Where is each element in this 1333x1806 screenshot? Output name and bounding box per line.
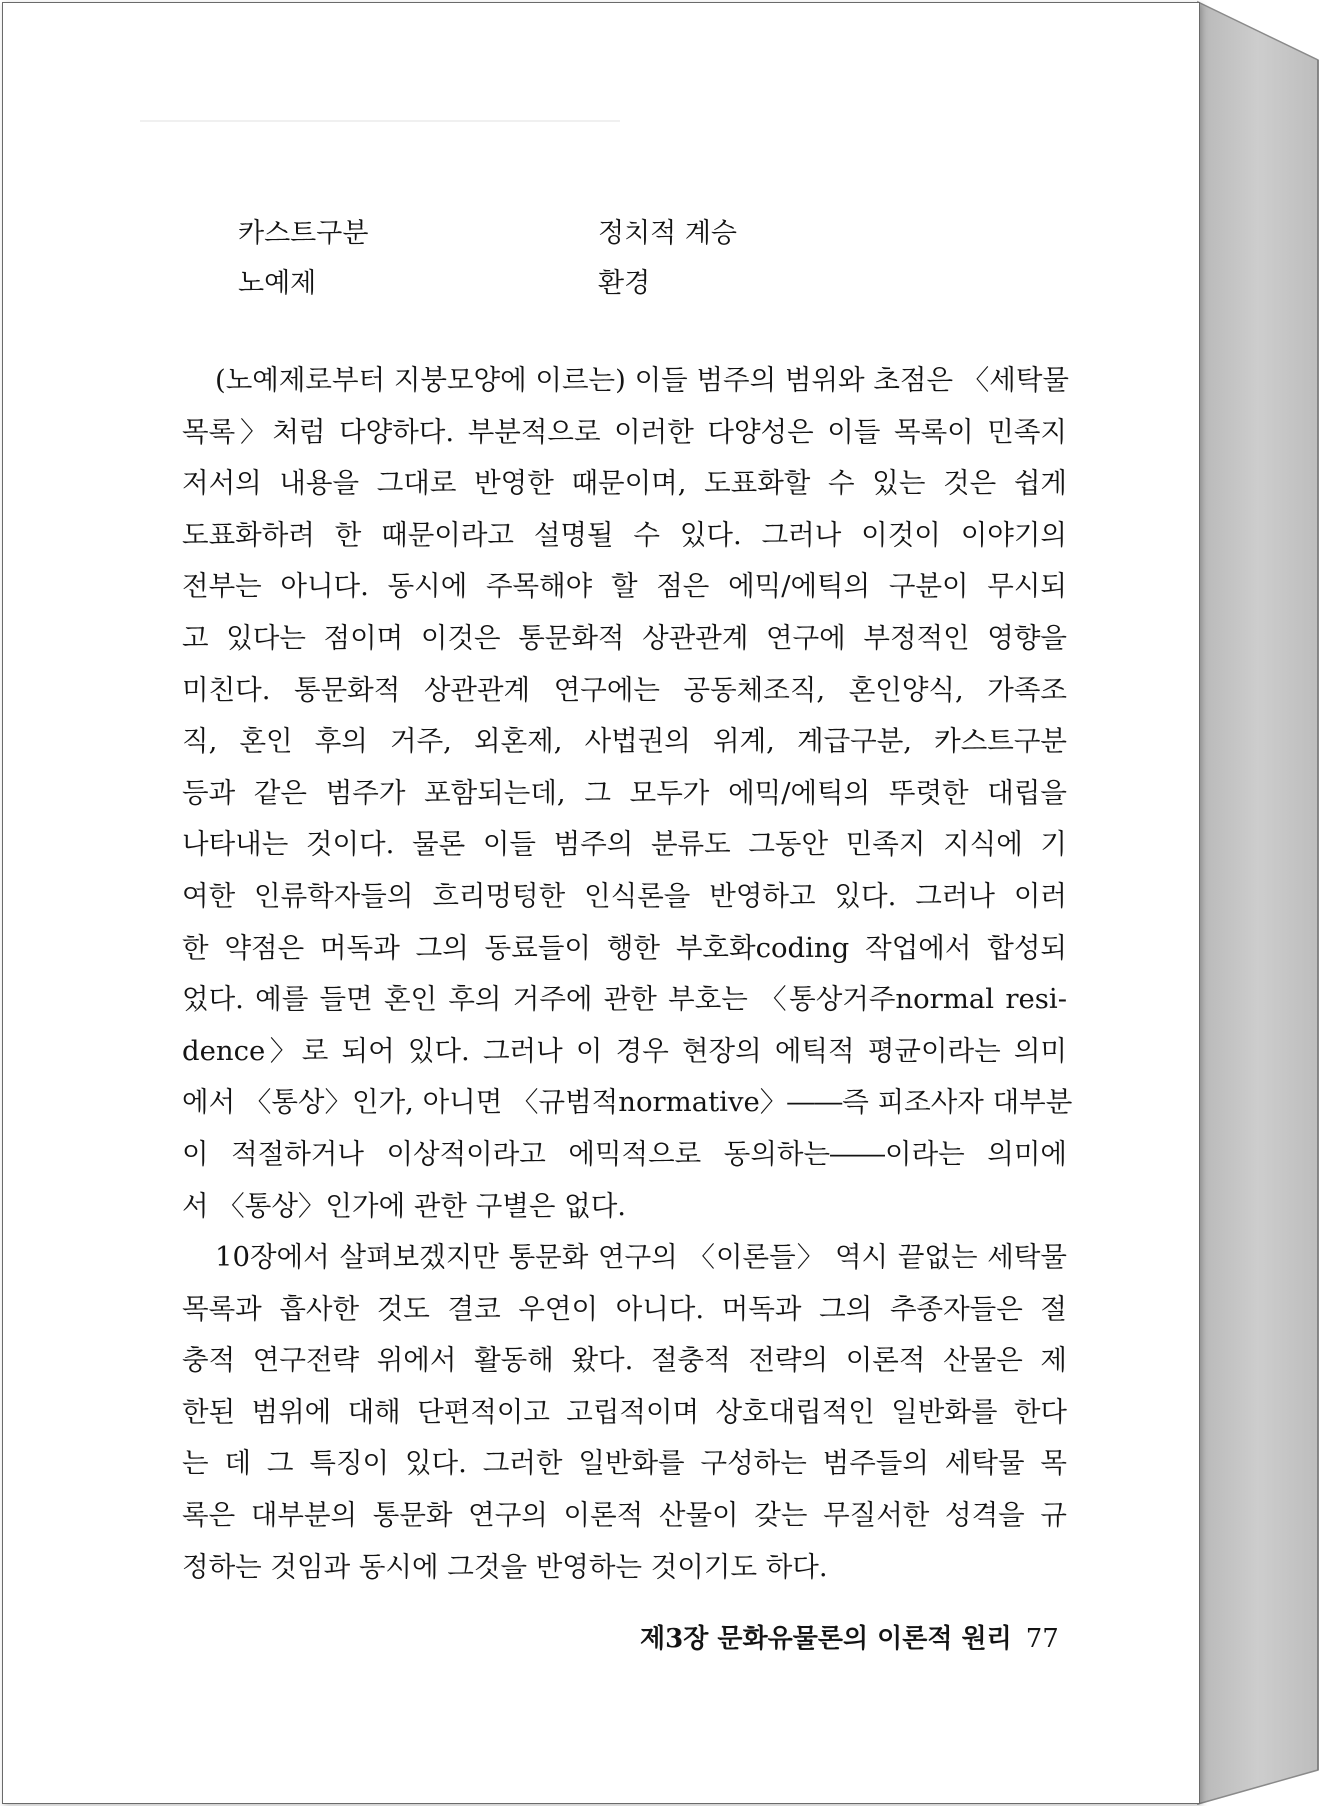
text-line: 목록〉처럼 다양하다. 부분적으로 이러한 다양성은 이들 목록이 민족지 [182,415,1067,448]
text-line: 서 〈통상〉인가에 관한 구별은 없다. [182,1189,627,1222]
paragraph-2 [182,1232,1067,1593]
paragraph-1 [182,355,1073,1232]
text-line: 등과 같은 범주가 포함되는데, 그 모두가 에믹/에틱의 뚜렷한 대립을 [182,776,1067,809]
text-line: 고 있다는 점이며 이것은 통문화적 상관관계 연구에 부정적인 영향을 [182,621,1067,654]
text-line: 10장에서 살펴보겠지만 통문화 연구의 〈이론들〉 역시 끝없는 세탁물 [215,1241,1067,1274]
text-line: dence〉로 되어 있다. 그러나 이 경우 현장의 에틱적 평균이라는 의미 [182,1034,1067,1067]
text-line: 여한 인류학자들의 흐리멍텅한 인식론을 반영하고 있다. 그러나 이러 [182,879,1067,912]
text-line: 나타내는 것이다. 물론 이들 범주의 분류도 그동안 민족지 지식에 기 [182,828,1067,861]
text-line: (노예제로부터 지붕모양에 이르는) 이들 범주의 범위와 초점은 〈세탁물 [215,364,1069,396]
category-row [238,205,958,255]
category-item: 카스트구분 [238,217,369,249]
page-top-scan-line [140,120,620,122]
page-number: 77 [1025,1624,1059,1654]
text-line: 이 적절하거나 이상적이라고 에믹적으로 동의하는――이라는 의미에 [182,1137,1067,1170]
text-line: 직, 혼인 후의 거주, 외혼제, 사법권의 위계, 계급구분, 카스트구분 [182,725,1067,758]
text-line: 충적 연구전략 위에서 활동해 왔다. 절충적 전략의 이론적 산물은 제 [182,1344,1067,1377]
category-list [238,205,958,305]
running-head: 제3장 문화유물론의 이론적 원리 [640,1624,1012,1654]
text-line: 었다. 예를 들면 혼인 후의 거주에 관한 부호는 〈통상거주normal resi- [182,983,1067,1016]
text-line: 록은 대부분의 통문화 연구의 이론적 산물이 갖는 무질서한 성격을 규 [182,1499,1067,1532]
text-line: 한 약점은 머독과 그의 동료들이 행한 부호화coding 작업에서 합성되 [182,931,1067,964]
category-item: 환경 [598,267,651,299]
category-row [238,255,958,305]
text-line: 에서 〈통상〉인가, 아니면 〈규범적normative〉――즉 피조사자 대부분 [182,1086,1073,1119]
page-footer [640,1618,1059,1655]
text-line: 도표화하려 한 때문이라고 설명될 수 있다. 그러나 이것이 이야기의 [182,518,1067,551]
category-item: 노예제 [238,267,317,299]
text-line: 정하는 것임과 동시에 그것을 반영하는 것이기도 하다. [182,1550,828,1583]
text-line: 저서의 내용을 그대로 반영한 때문이며, 도표화할 수 있는 것은 쉽게 [182,467,1067,500]
text-line: 미친다. 통문화적 상관관계 연구에는 공동체조직, 혼인양식, 가족조 [182,673,1067,706]
text-line: 는 데 그 특징이 있다. 그러한 일반화를 구성하는 범주들의 세탁물 목 [182,1447,1067,1480]
text-line: 전부는 아니다. 동시에 주목해야 할 점은 에믹/에틱의 구분이 무시되 [182,570,1067,603]
category-item: 정치적 계승 [598,217,737,249]
text-line: 한된 범위에 대해 단편적이고 고립적이며 상호대립적인 일반화를 한다 [182,1395,1067,1428]
body-text [182,355,1073,1593]
text-line: 목록과 흡사한 것도 결코 우연이 아니다. 머독과 그의 추종자들은 절 [182,1292,1067,1325]
